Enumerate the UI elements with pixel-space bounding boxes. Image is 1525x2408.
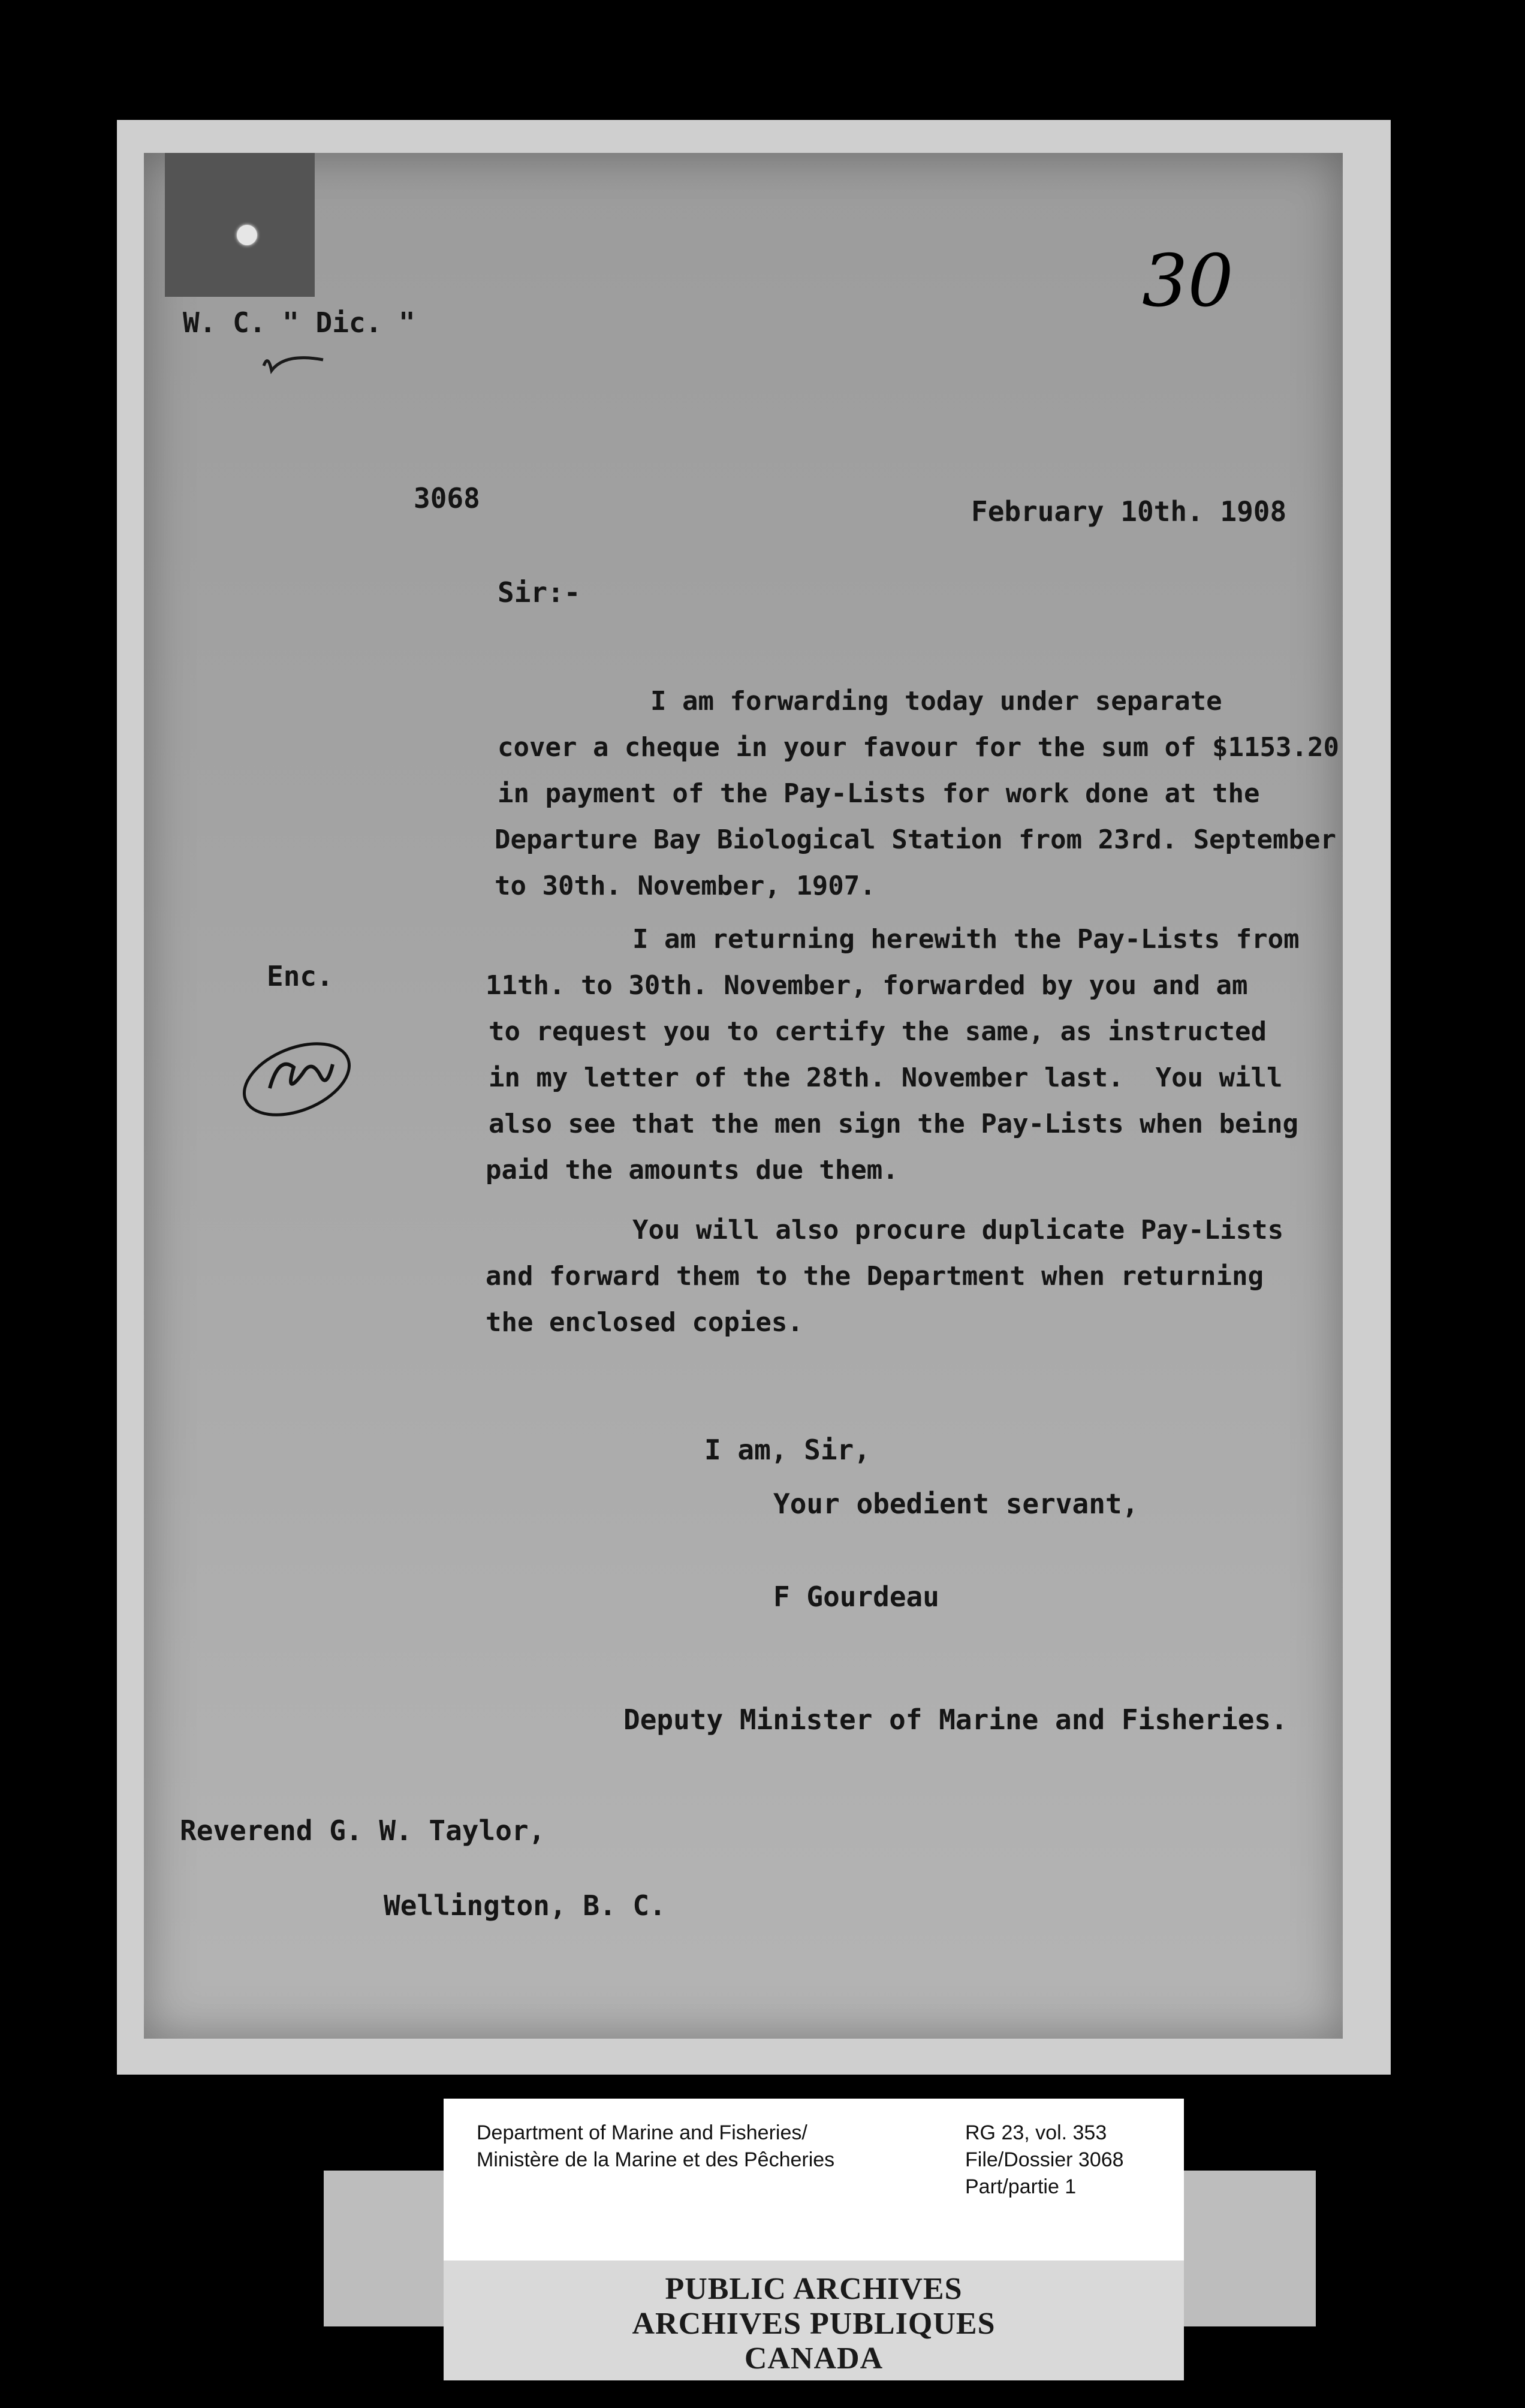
initials-mark-icon xyxy=(237,1031,357,1127)
text-line: 11th. to 30th. November, forwarded by you and am xyxy=(486,970,1248,1001)
label-backing xyxy=(1184,2171,1316,2326)
record-group: RG 23, vol. 353 xyxy=(965,2121,1107,2144)
corner-tab xyxy=(165,153,315,297)
text-line: I am forwarding today under separate xyxy=(650,686,1222,717)
file-reference: File/Dossier 3068 xyxy=(965,2148,1124,2171)
text-line: paid the amounts due them. xyxy=(486,1155,899,1185)
text-line: cover a cheque in your favour for the sum of $1153.20 xyxy=(498,732,1339,763)
archive-label xyxy=(444,2099,1184,2260)
stamp-line: CANADA xyxy=(744,2341,884,2376)
text-line: in my letter of the 28th. November last. You will xyxy=(489,1062,1283,1093)
check-mark-icon xyxy=(261,348,327,378)
text-line: to 30th. November, 1907. xyxy=(495,871,876,901)
label-backing xyxy=(324,2171,444,2326)
closing-line: Your obedient servant, xyxy=(773,1488,1139,1520)
part-reference: Part/partie 1 xyxy=(965,2175,1077,2198)
stamp-line: PUBLIC ARCHIVES xyxy=(665,2272,963,2306)
enclosure-note: Enc. xyxy=(267,960,333,992)
text-line: also see that the men sign the Pay-Lists when being xyxy=(489,1109,1299,1139)
text-line: You will also procure duplicate Pay-Lists xyxy=(632,1215,1284,1245)
signature: F Gourdeau xyxy=(773,1581,939,1613)
pin-hole-icon xyxy=(237,225,257,245)
department-en: Department of Marine and Fisheries/ xyxy=(477,2121,807,2144)
addressee-name: Reverend G. W. Taylor, xyxy=(180,1814,545,1847)
routing-mark: W. C. " Dic. " xyxy=(183,306,415,339)
signatory-title: Deputy Minister of Marine and Fisheries. xyxy=(623,1703,1288,1736)
text-line: I am returning herewith the Pay-Lists from xyxy=(632,924,1300,955)
salutation: Sir:- xyxy=(498,576,581,609)
department-fr: Ministère de la Marine et des Pêcheries xyxy=(477,2148,835,2171)
closing-line: I am, Sir, xyxy=(704,1434,870,1466)
text-line: Departure Bay Biological Station from 23rd. September xyxy=(495,824,1336,855)
text-line: and forward them to the Department when returning xyxy=(486,1261,1264,1292)
stamp-line: ARCHIVES PUBLIQUES xyxy=(632,2307,996,2341)
page-number: 30 xyxy=(1142,240,1234,323)
addressee-place: Wellington, B. C. xyxy=(384,1889,666,1922)
text-line: to request you to certify the same, as instructed xyxy=(489,1016,1267,1047)
archive-stamp xyxy=(444,2260,1184,2380)
text-line: in payment of the Pay-Lists for work done at the xyxy=(498,778,1260,809)
text-line: the enclosed copies. xyxy=(486,1307,803,1338)
file-number: 3068 xyxy=(414,482,480,514)
letter-date: February 10th. 1908 xyxy=(971,495,1287,528)
